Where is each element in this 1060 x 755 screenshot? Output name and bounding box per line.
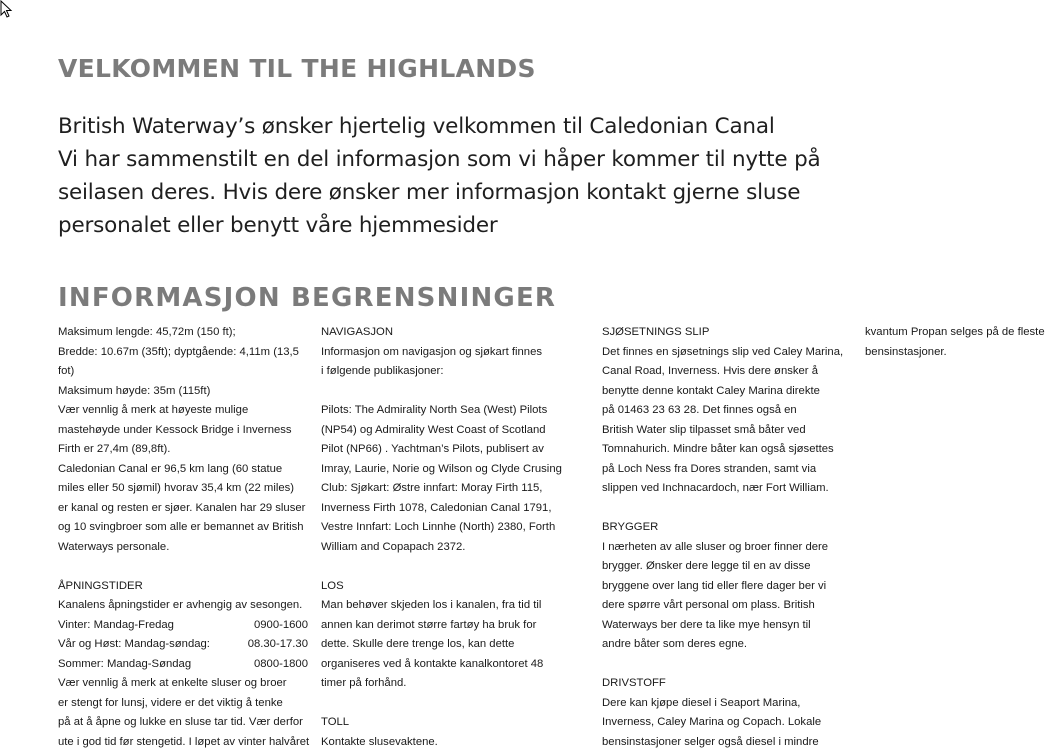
text-line: Club: Sjøkart: Østre innfart: Moray Firth 115, (321, 482, 543, 494)
column-limits (58, 323, 308, 752)
text-line: dere spørre vårt personal om plass. British (602, 599, 815, 611)
text-line: benytte denne kontakt Caley Marina direkte (602, 384, 820, 397)
season-label: Sommer: Mandag-Søndag (58, 657, 192, 670)
pilot-heading: LOS (321, 579, 344, 592)
text-line: på at å åpne og lukke en sluse tar tid. Vær derfor (58, 716, 303, 728)
column-facilities (602, 323, 852, 752)
opening-hours-heading: ÅPNINGSTIDER (58, 579, 143, 592)
text-line: Dere kan kjøpe diesel i Seaport Marina, (602, 696, 801, 709)
text-line: British Water slip tilpasset små båter ved (602, 423, 806, 436)
text-line: Tomnahurich. Mindre båter kan også sjøsettes (602, 443, 834, 455)
customs-heading: TOLL (321, 716, 350, 728)
mouse-cursor-icon (0, 0, 14, 20)
text-line: Firth er 27,4m (89,8ft). (58, 443, 171, 455)
text-line: slippen ved Inchnacardoch, nær Fort William. (602, 482, 829, 494)
text-line: på 01463 23 63 28. Det finnes også en (602, 404, 797, 416)
text-line: Inverness, Caley Marina og Copach. Lokale (602, 716, 822, 728)
text-line: Pilot (NP66) . Yachtman’s Pilots, publisert av (321, 443, 544, 455)
intro-line: seilasen deres. Hvis dere ønsker mer informasjon kontakt gjerne sluse (58, 180, 801, 205)
hours-value: 0900-1600 (253, 618, 308, 631)
text-line: Imray, Laurie, Norie og Wilson og Clyde Crusing (321, 462, 562, 475)
text-line: Maksimum lengde: 45,72m (150 ft); (58, 326, 236, 338)
season-label: Vår og Høst: Mandag-søndag: (58, 638, 210, 650)
column-continued (865, 323, 1060, 362)
text-line: brygger. Ønsker dere legge til en av disse (602, 560, 811, 572)
text-line: bryggene over lang tid eller flere dager ber vi (602, 579, 827, 592)
text-line: Man behøver skjeden los i kanalen, fra tid til (321, 599, 542, 611)
text-line: Canal Road, Inverness. Hvis dere ønsker å (602, 365, 818, 377)
hours-value: 0800-1800 (253, 657, 308, 670)
text-line: Waterways personale. (58, 540, 170, 553)
fuel-heading: DRIVSTOFF (602, 677, 666, 689)
text-line: er kanal og resten er sjøer. Kanalen har 29 sluser (58, 501, 306, 514)
text-line: kvantum Propan selges på de fleste (865, 326, 1045, 338)
opening-hours-row (58, 616, 308, 636)
text-line: Det finnes en sjøsetnings slip ved Caley Marina, (602, 345, 844, 358)
section-title: INFORMASJON BEGRENSNINGER (58, 283, 557, 313)
text-line: dette. Skulle dere trenge los, kan dette (321, 638, 515, 650)
opening-hours-row (58, 655, 308, 675)
text-line: på Loch Ness fra Dores stranden, samt via (602, 462, 817, 475)
intro-paragraph (58, 110, 858, 242)
text-line: er stengt for lunsj, videre er det viktig å tenke (58, 696, 283, 709)
text-line: ute i god tid før stengetid. I løpet av vinter halvåret (58, 735, 310, 748)
opening-hours-row (58, 635, 308, 655)
text-line: annen kan derimot større fartøy ha bruk for (321, 618, 537, 631)
moorings-heading: BRYGGER (602, 521, 659, 533)
text-line: timer på forhånd. (321, 677, 407, 689)
intro-line: British Waterway’s ønsker hjertelig velkommen til Caledonian Canal (58, 114, 775, 139)
text-line: Caledonian Canal er 96,5 km lang (60 statue (58, 462, 283, 475)
text-line: Kontakte slusevaktene. (321, 735, 438, 748)
text-line: Bredde: 10.67m (35ft); dyptgående: 4,11m (13,5 (58, 345, 299, 358)
text-line: I nærheten av alle sluser og broer finner dere (602, 540, 829, 553)
text-line: og 10 svingbroer som alle er bemannet av British (58, 521, 304, 533)
text-line: Maksimum høyde: 35m (115ft) (58, 384, 211, 397)
page-title: VELKOMMEN TIL THE HIGHLANDS (58, 54, 536, 83)
text-line: William and Copapach 2372. (321, 540, 466, 553)
text-line: bensinstasjoner. (865, 345, 947, 358)
slipway-heading: SJØSETNINGS SLIP (602, 326, 710, 338)
text-line: andre båter som deres egne. (602, 638, 748, 650)
hours-value: 08.30-17.30 (247, 638, 308, 650)
text-line: bensinstasjoner selger også diesel i mindre (602, 735, 819, 748)
text-line: mastehøyde under Kessock Bridge i Inverness (58, 423, 292, 436)
text-line: i følgende publikasjoner: (321, 365, 444, 377)
text-line: miles eller 50 sjømil) hvorav 35,4 km (22 miles) (58, 482, 295, 494)
text-line: Waterways ber dere ta like mye hensyn til (602, 618, 811, 631)
text-line: Inverness Firth 1078, Caledonian Canal 1791, (321, 501, 552, 514)
text-line: fot) (58, 365, 75, 377)
text-line: Pilots: The Admirality North Sea (West) Pilots (321, 404, 548, 416)
text-line: Vær vennlig å merk at enkelte sluser og broer (58, 677, 287, 689)
intro-line: Vi har sammenstilt en del informasjon som vi håper kommer til nytte på (58, 147, 821, 172)
column-navigation (321, 323, 571, 752)
text-line: Vestre Innfart: Loch Linnhe (North) 2380, Forth (321, 521, 556, 533)
text-line: organiseres ved å kontakte kanalkontoret 48 (321, 657, 544, 670)
season-label: Vinter: Mandag-Fredag (58, 618, 174, 631)
text-line: Informasjon om navigasjon og sjøkart finnes (321, 345, 543, 358)
text-line: Vær vennlig å merk at høyeste mulige (58, 404, 249, 416)
navigation-heading: NAVIGASJON (321, 326, 393, 338)
intro-line: personalet eller benytt våre hjemmesider (58, 213, 498, 238)
text-line: (NP54) og Admirality West Coast of Scotland (321, 423, 546, 436)
text-line: Kanalens åpningstider er avhengig av sesongen. (58, 599, 303, 611)
